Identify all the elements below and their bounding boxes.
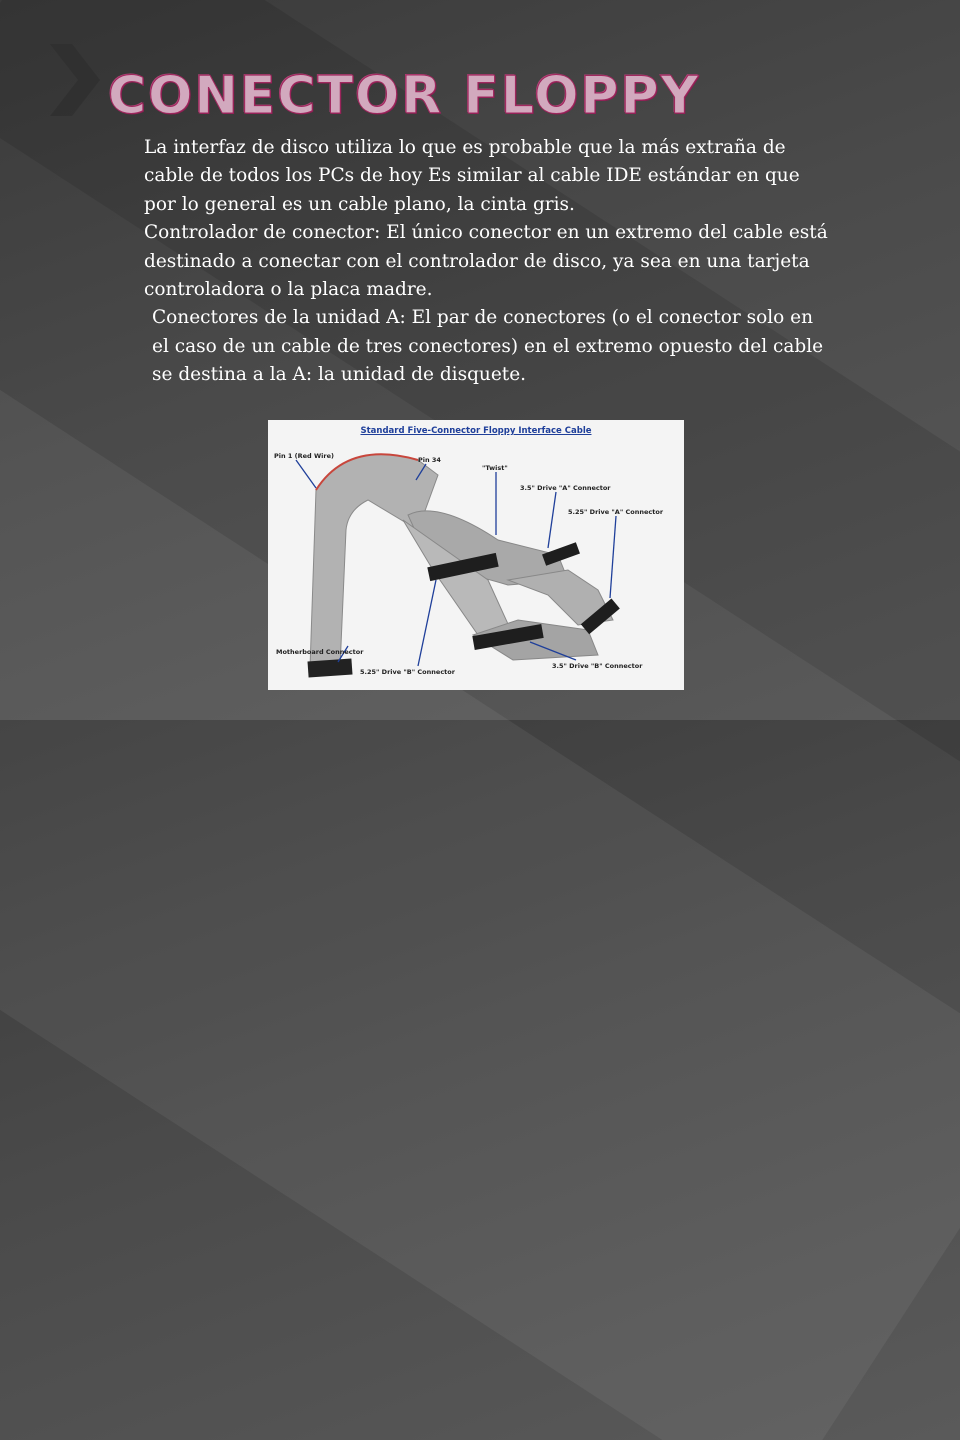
label-drive-b-35: 3.5" Drive "B" Connector [552,662,643,670]
diagram-title: Standard Five-Connector Floppy Interface Cable [360,426,592,436]
label-drive-a-525: 5.25" Drive "A" Connector [568,508,664,516]
label-twist: "Twist" [482,464,508,472]
label-drive-a-35: 3.5" Drive "A" Connector [520,484,611,492]
floppy-cable-diagram [268,420,684,690]
slide-title: CONECTOR FLOPPY [108,66,701,126]
paragraph-intro: La interfaz de disco utiliza lo que es probable que la más extraña de cable de todos los PCs de hoy Es similar al cable IDE estándar en que por lo general es un cable plano, la cinta gris. [144,137,800,215]
label-pin34: Pin 34 [418,456,441,464]
label-drive-b-525: 5.25" Drive "B" Connector [360,668,455,676]
label-motherboard: Motherboard Connector [276,648,364,656]
label-pin1: Pin 1 (Red Wire) [274,452,334,460]
slide-body [144,134,834,390]
paragraph-controller: Controlador de conector: El único conector en un extremo del cable está destinado a conectar con el controlador de disco, ya sea en una tarjeta controladora o la placa madre. [144,222,828,301]
chevron-icon [48,40,108,120]
paragraph-drive-a: Conectores de la unidad A: El par de conectores (o el conector solo en el caso de un cable de tres conectores) en el extremo opuesto del cable se destina a la A: la unidad de disquete. [152,307,824,386]
